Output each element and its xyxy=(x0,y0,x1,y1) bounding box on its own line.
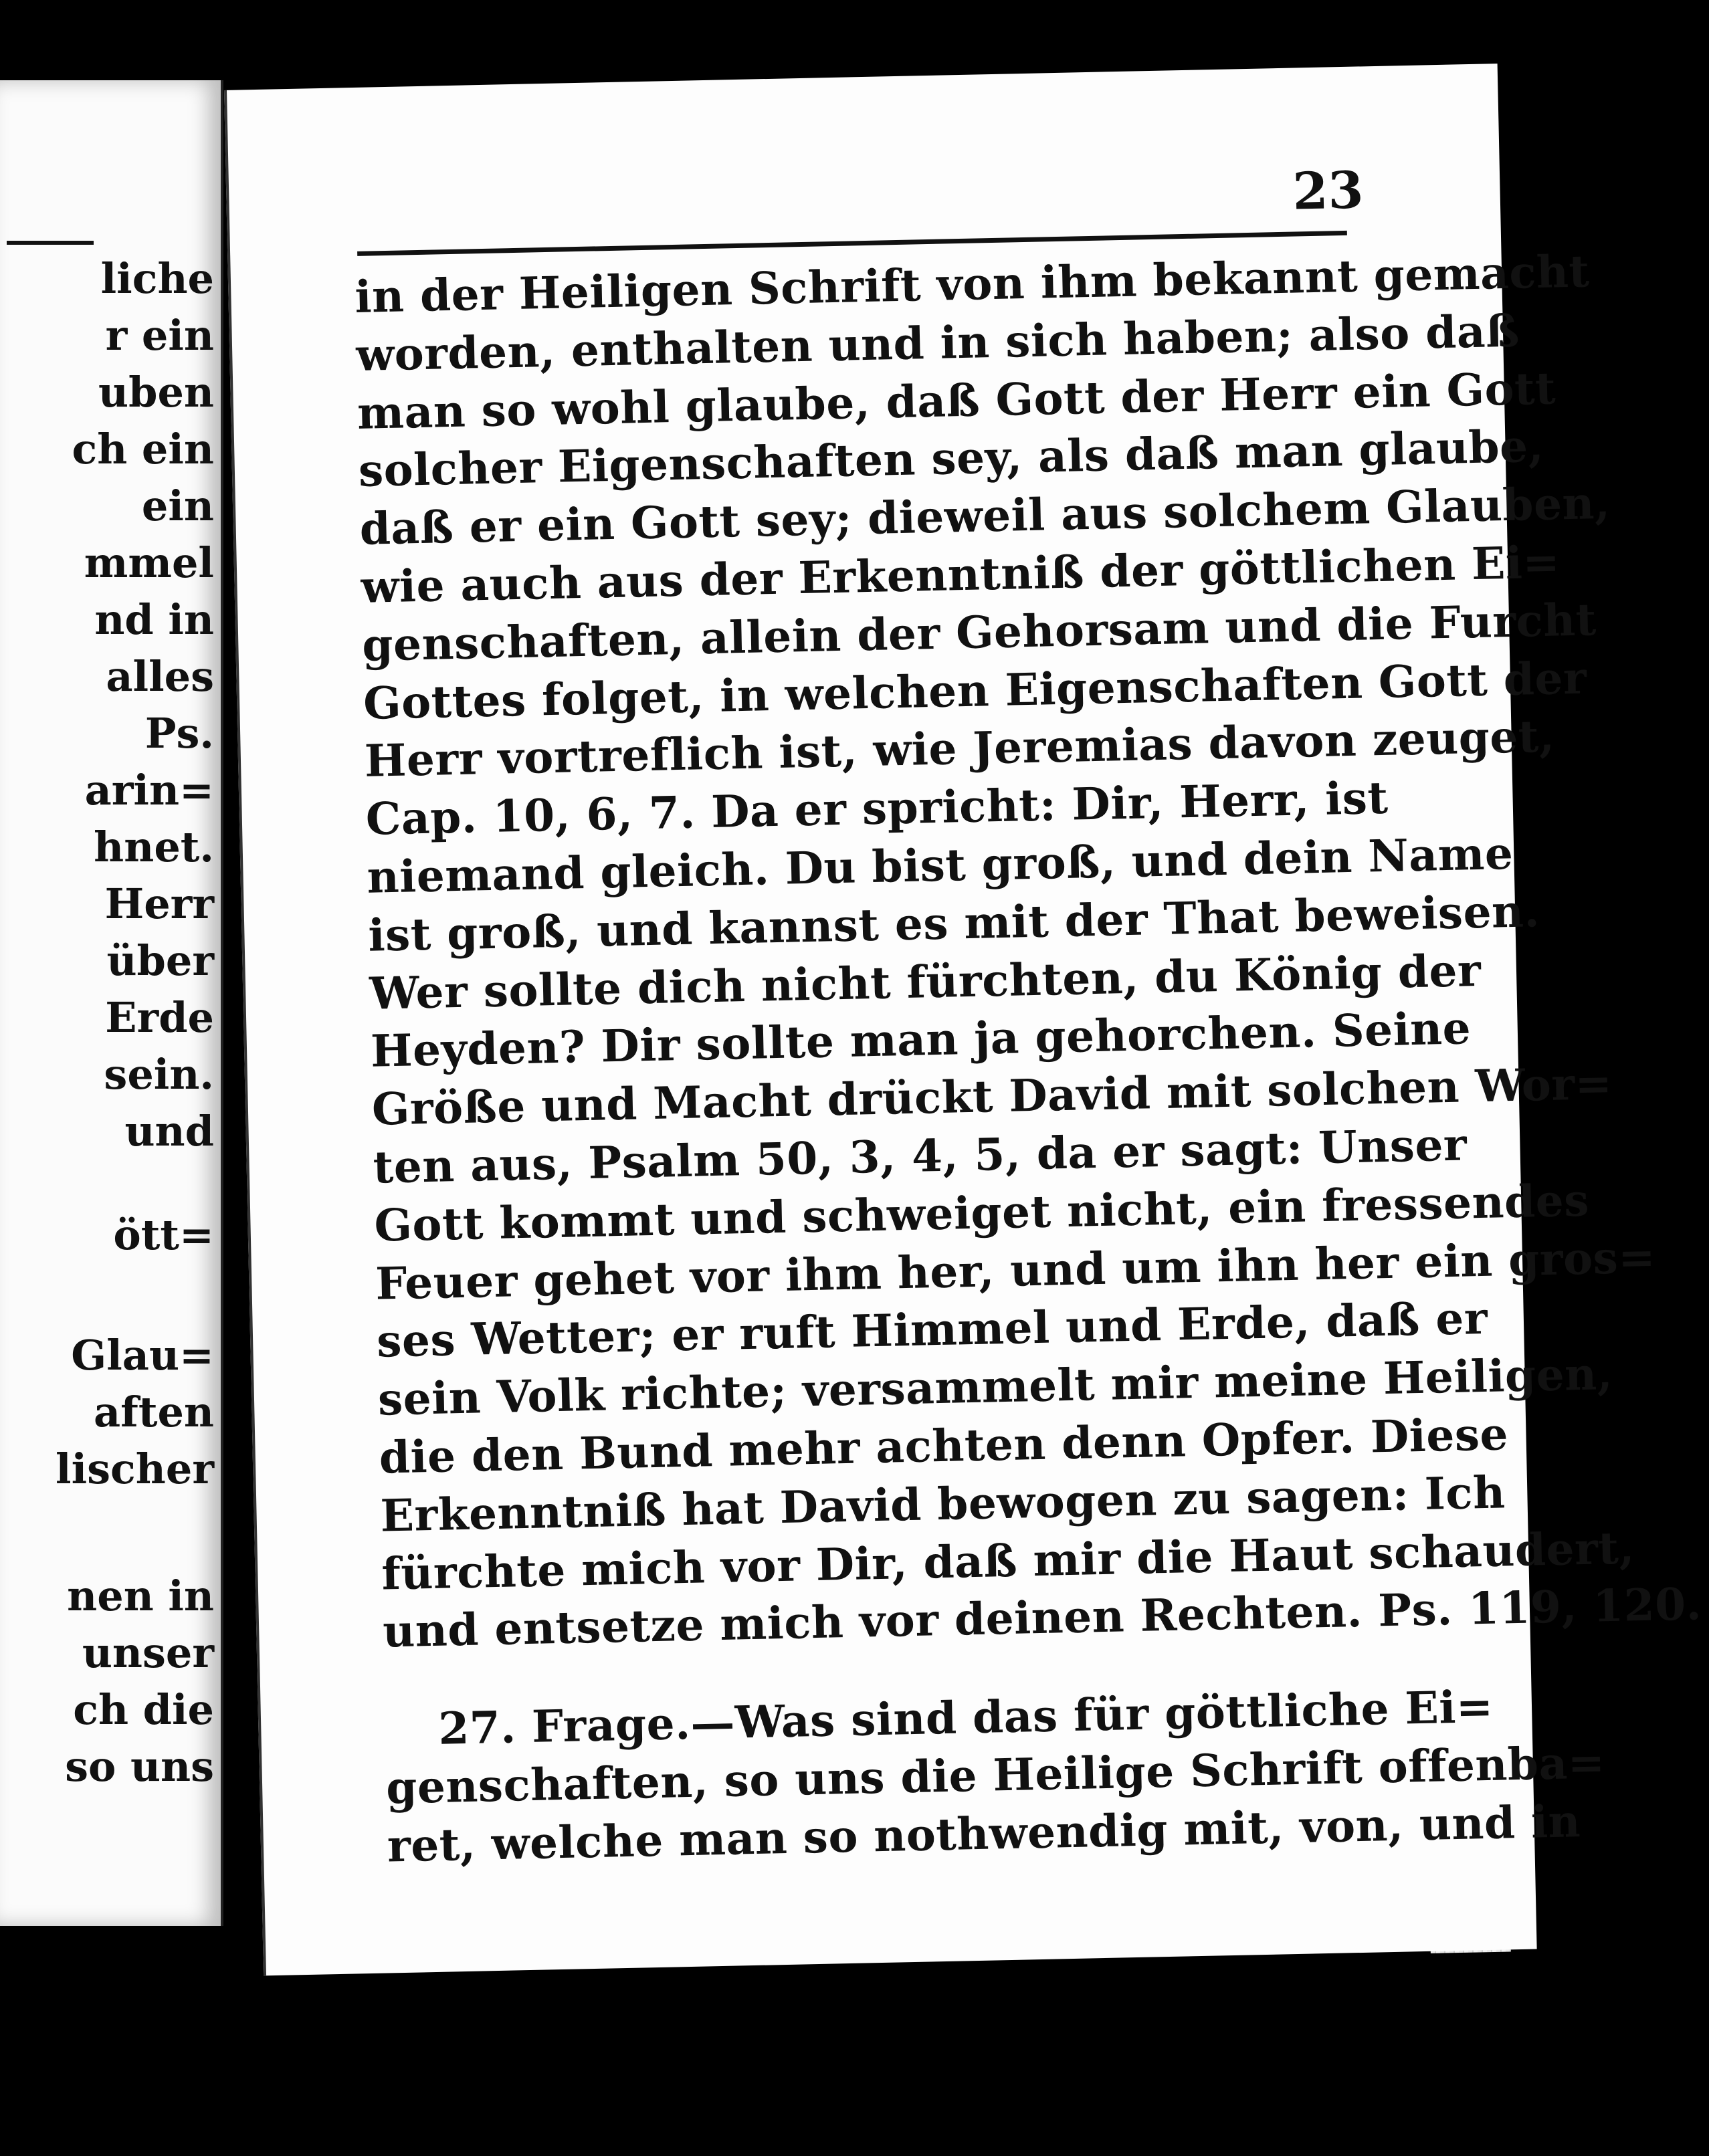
text-line: Erkenntniß hat David bewogen zu sagen: Ich xyxy=(379,1466,1506,1542)
text-line: fürchte mich vor Dir, daß mir die Haut schaudert, xyxy=(381,1521,1635,1600)
text-line: sein Volk richte; versammelt mir meine Heiligen, xyxy=(377,1348,1613,1426)
left-line: nen in xyxy=(67,1572,214,1620)
question-line: ret, welche man so nothwendig mit, von, und in xyxy=(387,1794,1581,1872)
text-line: ist groß, und kannst es mit der That beweisen. xyxy=(367,884,1540,962)
left-line: ein xyxy=(141,481,214,530)
left-line: so uns xyxy=(65,1742,214,1791)
left-line: Herr xyxy=(104,879,214,928)
left-line: Erde xyxy=(105,993,214,1042)
text-line: Feuer gehet vor ihm her, und um ihn her ein gros= xyxy=(375,1230,1656,1310)
left-page-rule xyxy=(7,241,94,245)
left-line: über xyxy=(106,936,214,985)
text-line: Cap. 10, 6, 7. Da er spricht: Dir, Herr, ist xyxy=(365,771,1389,845)
left-line: nd in xyxy=(94,595,214,644)
question-line: 27. Frage.—Was sind das für göttliche Ei= xyxy=(437,1680,1494,1755)
left-line: arin= xyxy=(84,766,214,815)
text-line: niemand gleich. Du bist groß, und dein Name xyxy=(366,827,1514,903)
text-line: die den Bund mehr achten denn Opfer. Diese xyxy=(379,1408,1509,1484)
text-line: ses Wetter; er ruft Himmel und Erde, daß er xyxy=(376,1292,1488,1368)
page-number: 23 xyxy=(1292,160,1365,221)
left-line: ch die xyxy=(73,1685,214,1734)
text-line: Größe und Macht drückt David mit solchen Wor= xyxy=(371,1057,1613,1136)
left-line: Glau= xyxy=(71,1331,214,1380)
right-page xyxy=(224,64,1702,1975)
text-line: Gott kommt und schweiget nicht, ein fressendes xyxy=(373,1174,1590,1252)
left-line: aften xyxy=(93,1388,214,1436)
text-line: und entsetze mich vor deinen Rechten. Ps. 119, 120. xyxy=(382,1578,1702,1658)
left-page xyxy=(0,80,223,1926)
text-line: genschaften, allein der Gehorsam und die Furcht xyxy=(361,592,1597,671)
left-line: und xyxy=(124,1107,214,1156)
text-line: in der Heiligen Schrift von ihm bekannt gemacht xyxy=(354,245,1591,323)
main-text xyxy=(354,245,1702,1875)
left-line: ch ein xyxy=(72,425,214,473)
left-line: sein. xyxy=(104,1050,214,1099)
left-line: hnet. xyxy=(94,823,214,871)
left-line: r ein xyxy=(105,311,214,360)
text-line: daß er ein Gott sey; dieweil aus solchem Glauben, xyxy=(359,476,1611,556)
text-line: worden, enthalten und in sich haben; also daß xyxy=(355,304,1520,381)
text-line: Gottes folget, in welchen Eigenschaften Gott der xyxy=(363,651,1587,730)
text-line: Wer sollte dich nicht fürchten, du König der xyxy=(369,944,1482,1020)
text-line: Herr vortreflich ist, wie Jeremias davon zeuget, xyxy=(364,710,1556,788)
text-line: wie auch aus der Erkenntniß der göttlichen Ei= xyxy=(360,536,1561,613)
left-line: ött= xyxy=(113,1210,214,1259)
text-line: man so wohl glaube, daß Gott der Herr ein Gott xyxy=(357,362,1556,439)
left-line: Ps. xyxy=(144,709,214,758)
left-line: lischer xyxy=(56,1444,214,1493)
question-line: genschaften, so uns die Heilige Schrift offenba= xyxy=(385,1736,1606,1814)
text-line: solcher Eigenschaften sey, als daß man glaube, xyxy=(358,420,1544,498)
text-line: Heyden? Dir sollte man ja gehorchen. Seine xyxy=(370,1002,1472,1078)
text-line: ten aus, Psalm 50, 3, 4, 5, da er sagt: Unser xyxy=(372,1118,1468,1194)
left-line: uben xyxy=(98,368,214,417)
left-line: unser xyxy=(82,1628,214,1677)
left-line: liche xyxy=(100,254,214,303)
question-27 xyxy=(384,1680,1606,1875)
left-line: mmel xyxy=(84,538,214,587)
left-line: alles xyxy=(106,652,214,701)
